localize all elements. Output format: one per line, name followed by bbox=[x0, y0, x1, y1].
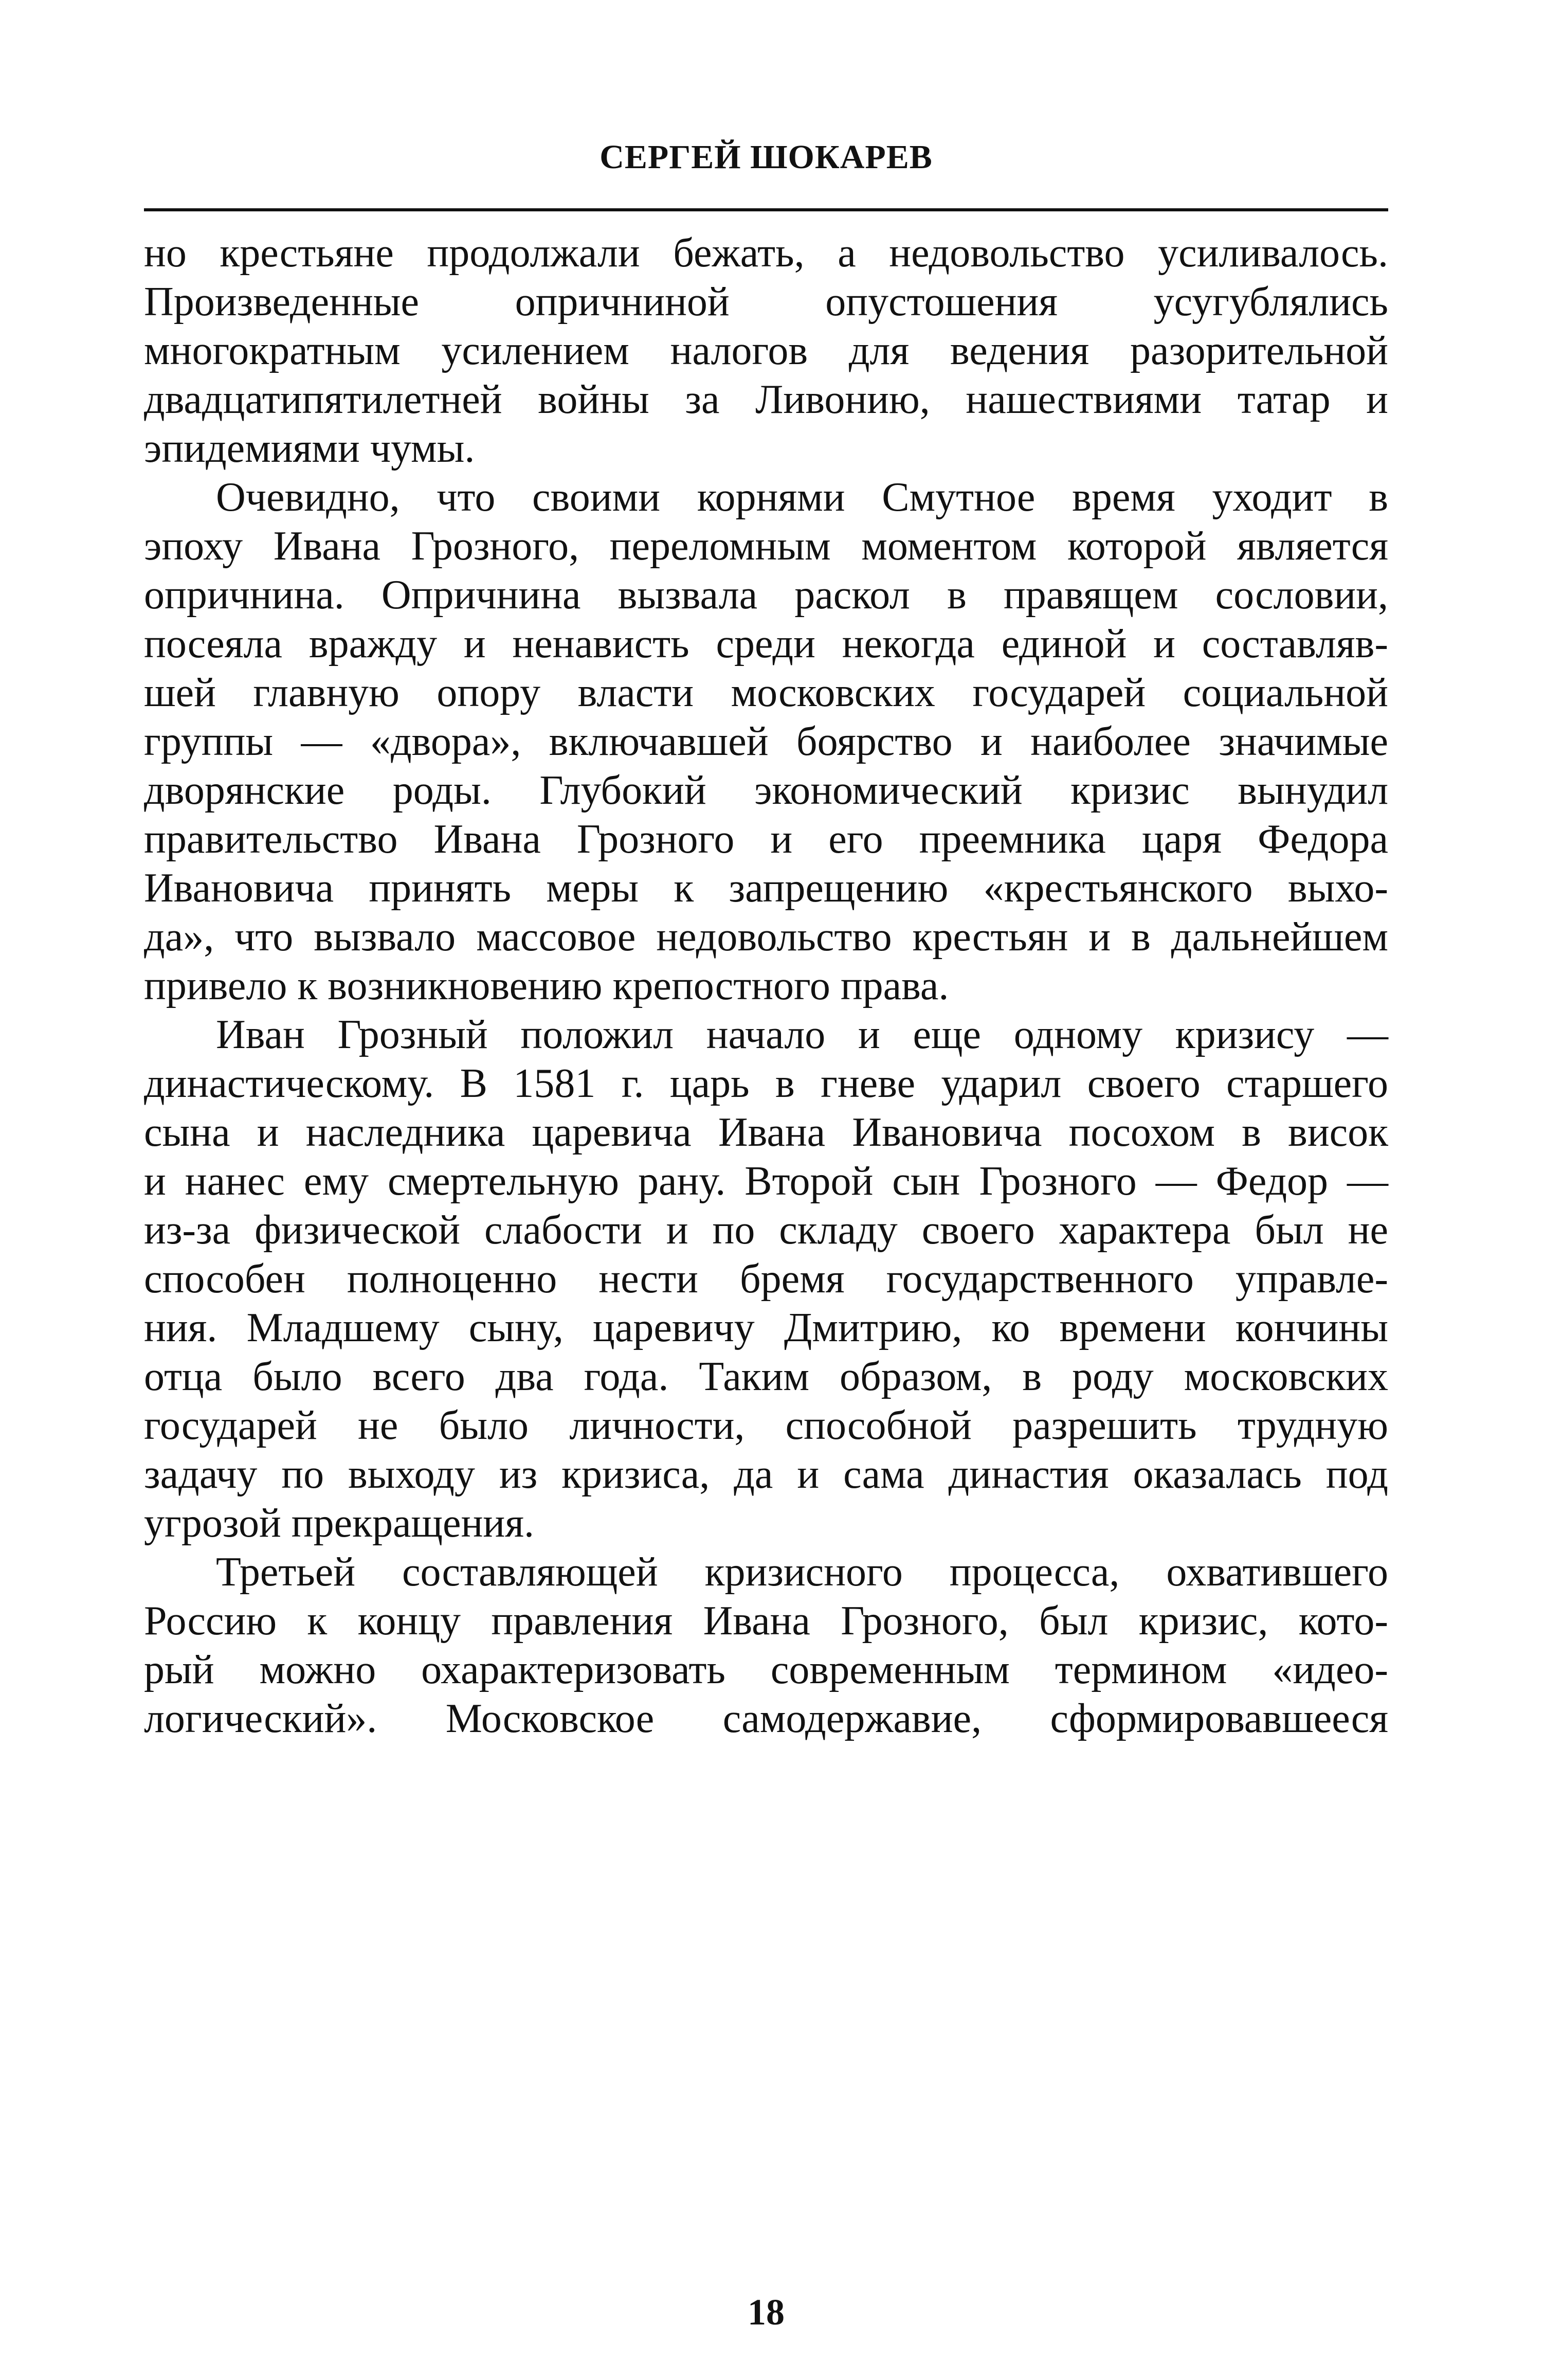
paragraph-1 bbox=[144, 229, 1388, 473]
text-line: и нанес ему смертельную рану. Второй сын Грозного — Федор — bbox=[144, 1159, 1388, 1204]
text-line: логический». Московское самодержавие, сформировавшееся bbox=[144, 1696, 1388, 1741]
header-rule bbox=[144, 208, 1388, 211]
text-line: Ивановича принять меры к запрещению «крестьянского выхо- bbox=[144, 866, 1388, 911]
text-line: эпоху Ивана Грозного, переломным моментом которой является bbox=[144, 524, 1388, 569]
text-line: династическому. В 1581 г. царь в гневе ударил своего старшего bbox=[144, 1061, 1388, 1106]
text-line: угрозой прекращения. bbox=[144, 1501, 534, 1546]
text-line: государей не было личности, способной разрешить трудную bbox=[144, 1403, 1388, 1448]
paragraph-3 bbox=[144, 1011, 1388, 1548]
text-line: способен полноценно нести бремя государственного управле- bbox=[144, 1256, 1388, 1302]
page-number: 18 bbox=[748, 2292, 785, 2333]
running-header: СЕРГЕЙ ШОКАРЕВ bbox=[600, 138, 933, 176]
text-line: двадцатипятилетней войны за Ливонию, нашествиями татар и bbox=[144, 377, 1388, 422]
text-line: многократным усилением налогов для ведения разорительной bbox=[144, 328, 1388, 373]
text-line: Россию к концу правления Ивана Грозного, был кризис, кото- bbox=[144, 1598, 1388, 1644]
text-line: посеяла вражду и ненависть среди некогда единой и составляв- bbox=[144, 621, 1388, 666]
text-line: сына и наследника царевича Ивана Ивановича посохом в висок bbox=[144, 1110, 1388, 1155]
text-line: из-за физической слабости и по складу своего характера был не bbox=[144, 1207, 1388, 1253]
text-line: группы — «двора», включавшей боярство и наиболее значимые bbox=[144, 719, 1388, 764]
paragraph-2 bbox=[144, 473, 1388, 1011]
text-line: Произведенные опричниной опустошения усугублялись bbox=[144, 279, 1388, 324]
text-line: да», что вызвало массовое недовольство крестьян и в дальнейшем bbox=[144, 914, 1388, 960]
text-line: опричнина. Опричнина вызвала раскол в правящем сословии, bbox=[144, 572, 1388, 618]
text-line: правительство Ивана Грозного и его преемника царя Федора bbox=[144, 817, 1388, 862]
text-line: рый можно охарактеризовать современным термином «идео- bbox=[144, 1647, 1388, 1692]
text-line: задачу по выходу из кризиса, да и сама династия оказалась под bbox=[144, 1452, 1388, 1497]
text-line: отца было всего два года. Таким образом, в роду московских bbox=[144, 1354, 1388, 1399]
text-line: Очевидно, что своими корнями Смутное время уходит в bbox=[216, 475, 1388, 520]
page-body bbox=[144, 229, 1388, 1743]
text-line: Иван Грозный положил начало и еще одному кризису — bbox=[216, 1012, 1388, 1057]
text-line: Третьей составляющей кризисного процесса, охватившего bbox=[216, 1549, 1388, 1595]
text-line: шей главную опору власти московских государей социальной bbox=[144, 670, 1388, 715]
paragraph-4 bbox=[144, 1548, 1388, 1743]
text-line: дворянские роды. Глубокий экономический кризис вынудил bbox=[144, 768, 1388, 813]
text-line: привело к возникновению крепостного права. bbox=[144, 963, 949, 1008]
text-line: эпидемиями чумы. bbox=[144, 426, 475, 471]
text-line: но крестьяне продолжали бежать, а недовольство усиливалось. bbox=[144, 230, 1388, 276]
text-line: ния. Младшему сыну, царевичу Дмитрию, ко времени кончины bbox=[144, 1305, 1388, 1350]
